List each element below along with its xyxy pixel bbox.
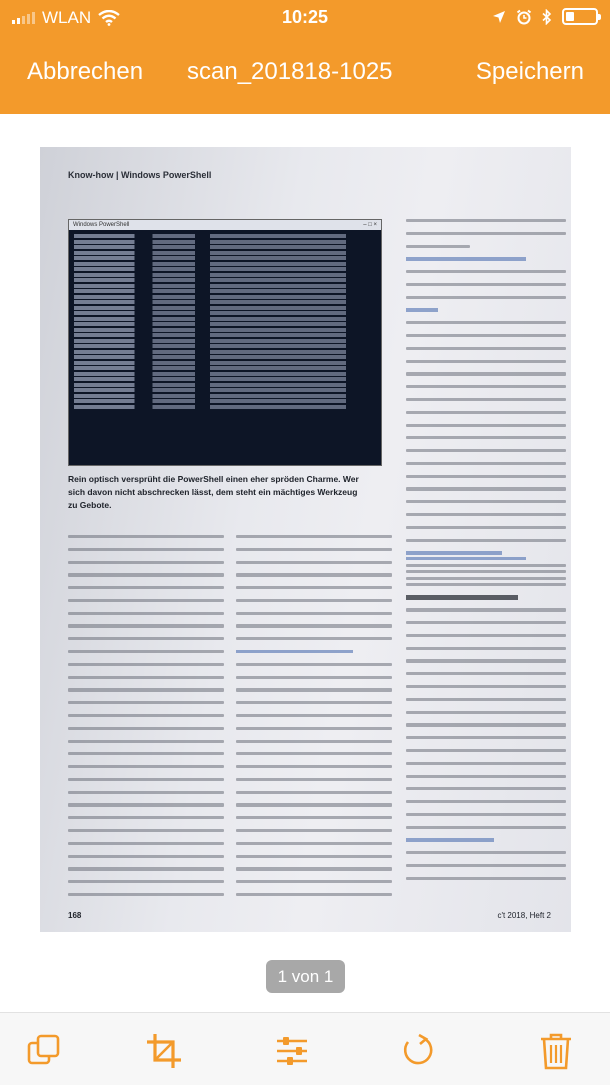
page-indicator: 1 von 1 [266,960,345,993]
document-title[interactable]: scan_201818-1025 [187,58,393,85]
adjust-button[interactable] [272,1031,312,1071]
issue-label: c't 2018, Heft 2 [497,911,551,920]
page-number: 168 [68,911,82,920]
terminal-title: Windows PowerShell [73,222,130,228]
scanned-page[interactable] [40,147,571,932]
text-column-3 [406,557,566,890]
cancel-button[interactable]: Abbrechen [27,58,144,85]
location-icon [492,10,506,24]
rotate-icon [398,1031,438,1071]
adjust-icon [272,1031,312,1071]
status-bar [0,0,610,36]
duplicate-button[interactable] [24,1031,64,1071]
navigation-bar [0,46,610,102]
clock: 10:25 [281,7,329,27]
battery-icon [562,8,598,25]
text-column-top-right [406,219,566,590]
trash-icon [536,1031,576,1071]
duplicate-icon [24,1031,64,1071]
save-button[interactable]: Speichern [475,58,584,85]
delete-button[interactable] [536,1031,576,1071]
alarm-icon [516,9,532,25]
document-viewer[interactable] [0,114,610,1012]
text-column-2 [236,535,392,906]
text-column-1 [68,535,224,906]
top-bar [0,0,610,114]
carrier-label: WLAN [42,8,92,27]
page-header: Know-how | Windows PowerShell [68,170,212,180]
crop-button[interactable] [144,1031,184,1071]
window-controls-icon: – □ × [363,222,377,228]
terminal-screenshot [68,219,382,466]
bottom-toolbar [0,1012,610,1085]
rotate-button[interactable] [398,1031,438,1071]
bluetooth-icon [542,9,552,25]
terminal-output [69,230,381,414]
crop-icon [144,1031,184,1071]
figure-caption: Rein optisch versprüht die PowerShell einen eher spröden Charme. Wer sich davon nicht abschrecken lässt, dem steht ein mächtiges Werkzeug zu Gebote. [68,474,359,510]
